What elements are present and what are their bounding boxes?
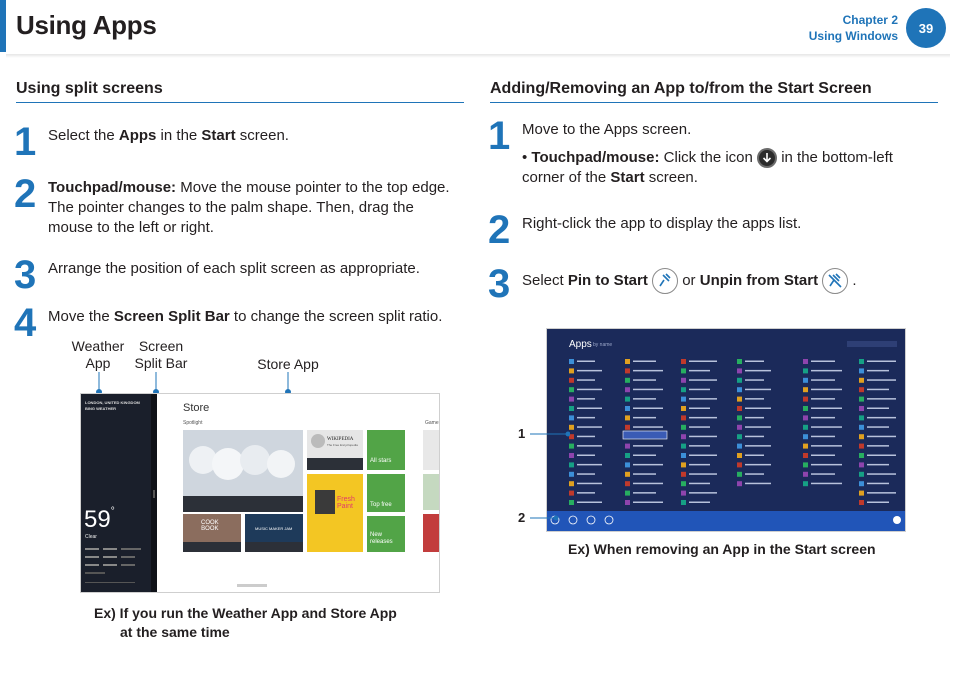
app-name xyxy=(689,426,710,428)
app-name xyxy=(811,436,835,438)
app-icon[interactable] xyxy=(803,462,808,467)
app-icon[interactable] xyxy=(625,472,630,477)
app-name xyxy=(689,379,717,381)
app-name xyxy=(745,483,771,485)
app-icon[interactable] xyxy=(803,368,808,373)
weather-forecast-lines xyxy=(85,546,149,586)
app-icon[interactable] xyxy=(803,359,808,364)
apps-download-arrow-icon[interactable] xyxy=(757,148,777,168)
app-name xyxy=(633,502,663,504)
app-name xyxy=(867,492,896,494)
app-icon[interactable] xyxy=(681,387,686,392)
app-icon[interactable] xyxy=(859,387,864,392)
step-number: 4 xyxy=(14,301,37,345)
app-name xyxy=(811,389,842,391)
caption-line: at the same time xyxy=(120,624,230,640)
app-icon[interactable] xyxy=(681,359,686,364)
app-icon[interactable] xyxy=(859,378,864,383)
weather-city: LONDON, UNITED KINGDOM xyxy=(85,400,140,405)
step-number: 2 xyxy=(14,172,37,216)
app-name xyxy=(633,408,663,410)
wiki-title: WIKIPEDIA xyxy=(327,437,354,442)
left-figure-caption xyxy=(94,604,397,642)
app-name xyxy=(745,361,764,363)
apps-bottom-bar xyxy=(547,511,906,532)
app-icon[interactable] xyxy=(859,500,864,505)
step-text: Select the Apps in the Start screen. xyxy=(48,127,289,144)
fresh-paint-tile[interactable] xyxy=(307,474,363,552)
app-icon[interactable] xyxy=(859,368,864,373)
app-name xyxy=(577,408,602,410)
app-icon[interactable] xyxy=(625,462,630,467)
app-name xyxy=(745,398,764,400)
all-stars-tile[interactable] xyxy=(367,430,405,470)
app-name xyxy=(745,426,771,428)
pin-icon[interactable] xyxy=(652,268,678,294)
apps-bar-buttons xyxy=(547,511,906,532)
app-icon[interactable] xyxy=(625,368,630,373)
app-name xyxy=(577,426,602,428)
app-icon[interactable] xyxy=(859,444,864,449)
right-figure-caption: Ex) When removing an App in the Start screen xyxy=(568,541,876,557)
step-number: 1 xyxy=(488,114,511,158)
app-name xyxy=(633,473,656,475)
app-icon[interactable] xyxy=(859,397,864,402)
app-icon[interactable] xyxy=(681,444,686,449)
app-icon[interactable] xyxy=(681,434,686,439)
app-name xyxy=(745,417,764,419)
step-number: 2 xyxy=(488,208,511,252)
app-icon[interactable] xyxy=(681,425,686,430)
app-name xyxy=(745,389,771,391)
page-number-badge: 39 xyxy=(906,8,946,48)
app-icon[interactable] xyxy=(569,415,574,420)
app-name xyxy=(745,436,764,438)
app-name xyxy=(811,445,842,447)
app-icon[interactable] xyxy=(737,368,742,373)
left-section-heading: Using split screens xyxy=(16,80,163,97)
app-icon[interactable] xyxy=(803,434,808,439)
app-icon[interactable] xyxy=(625,444,630,449)
app-name xyxy=(689,464,710,466)
apps-search-box[interactable] xyxy=(847,341,897,347)
app-icon[interactable] xyxy=(681,472,686,477)
app-icon[interactable] xyxy=(737,359,742,364)
app-name xyxy=(689,502,710,504)
app-icon[interactable] xyxy=(737,462,742,467)
right-section-rule xyxy=(490,102,938,103)
music-maker-tile[interactable] xyxy=(245,514,303,552)
app-icon[interactable] xyxy=(681,500,686,505)
weather-temp: 59 xyxy=(84,506,111,533)
store-app-pane xyxy=(157,394,440,593)
app-name xyxy=(577,417,595,419)
app-icon[interactable] xyxy=(681,453,686,458)
app-icon[interactable] xyxy=(625,397,630,402)
step-text: Touchpad/mouse: Move the mouse pointer to the top edge. The pointer changes to the palm shape. Then, drag the mouse to the left or right. xyxy=(48,179,450,236)
apps-list-grid[interactable] xyxy=(547,353,906,511)
app-name xyxy=(689,455,717,457)
app-icon[interactable] xyxy=(803,397,808,402)
app-icon[interactable] xyxy=(681,406,686,411)
app-icon[interactable] xyxy=(625,481,630,486)
app-icon[interactable] xyxy=(737,481,742,486)
app-icon[interactable] xyxy=(737,472,742,477)
app-name xyxy=(867,389,889,391)
app-icon[interactable] xyxy=(681,378,686,383)
app-icon[interactable] xyxy=(803,415,808,420)
top-free-tile[interactable] xyxy=(367,474,405,512)
label-store-app: Store App xyxy=(257,356,319,372)
app-name xyxy=(577,379,595,381)
app-name xyxy=(689,361,717,363)
callout-1: 1 xyxy=(518,426,526,441)
app-icon[interactable] xyxy=(803,481,808,486)
app-name xyxy=(867,379,896,381)
app-icon[interactable] xyxy=(625,415,630,420)
app-name xyxy=(633,426,663,428)
step-text: Arrange the position of each split screen as appropriate. xyxy=(48,260,420,277)
app-icon[interactable] xyxy=(737,434,742,439)
apps-sort-label: by name xyxy=(593,342,613,348)
weather-condition: Clear xyxy=(85,534,97,540)
app-icon[interactable] xyxy=(625,453,630,458)
step-bullet: • Touchpad/mouse: Click the icon in the bottom-left corner of the Start screen. xyxy=(522,149,893,187)
weather-degree: ° xyxy=(110,506,115,517)
app-icon[interactable] xyxy=(737,397,742,402)
store-games: Game xyxy=(425,420,439,426)
app-name xyxy=(689,398,717,400)
app-name xyxy=(867,398,896,400)
selected-app-highlight[interactable] xyxy=(623,431,667,439)
app-name xyxy=(811,379,835,381)
app-name xyxy=(577,483,602,485)
app-name xyxy=(633,370,663,372)
app-icon[interactable] xyxy=(681,481,686,486)
split-screen-screenshot xyxy=(80,393,440,593)
games-tile[interactable] xyxy=(423,430,440,470)
chapter-title: Using Windows xyxy=(808,29,898,43)
app-icon[interactable] xyxy=(737,378,742,383)
app-name xyxy=(811,426,842,428)
app-name xyxy=(811,473,835,475)
store-spotlight: Spotlight xyxy=(183,420,203,426)
step-number: 3 xyxy=(488,262,511,306)
app-icon[interactable] xyxy=(569,406,574,411)
header-divider xyxy=(6,54,950,58)
app-icon[interactable] xyxy=(803,444,808,449)
app-icon[interactable] xyxy=(569,378,574,383)
app-name xyxy=(633,379,656,381)
app-icon[interactable] xyxy=(625,359,630,364)
games-tile[interactable] xyxy=(423,514,440,552)
app-name xyxy=(745,445,771,447)
app-name xyxy=(689,445,710,447)
weather-app-name: BING WEATHER xyxy=(85,406,117,411)
app-name xyxy=(577,445,602,447)
app-icon[interactable] xyxy=(625,425,630,430)
app-name xyxy=(745,408,771,410)
step-text: Move the Screen Split Bar to change the screen split ratio. xyxy=(48,308,443,325)
app-name xyxy=(577,473,595,475)
app-name xyxy=(867,426,889,428)
unpin-icon[interactable] xyxy=(822,268,848,294)
app-icon[interactable] xyxy=(625,491,630,496)
app-icon[interactable] xyxy=(859,462,864,467)
app-name xyxy=(689,483,710,485)
app-icon[interactable] xyxy=(803,425,808,430)
app-name xyxy=(577,361,595,363)
right-section-heading: Adding/Removing an App to/from the Start Screen xyxy=(490,80,872,97)
app-icon[interactable] xyxy=(625,387,630,392)
app-name xyxy=(867,370,889,372)
app-icon[interactable] xyxy=(803,472,808,477)
app-name xyxy=(633,455,656,457)
step-number: 3 xyxy=(14,253,37,297)
app-name xyxy=(633,492,656,494)
app-name xyxy=(867,361,896,363)
apps-screen-screenshot xyxy=(546,328,906,532)
apps-screen-title: Apps xyxy=(569,339,592,350)
step-text: Right-click the app to display the apps list. xyxy=(522,215,802,232)
step-text: Move to the Apps screen. xyxy=(522,121,692,138)
app-name xyxy=(689,436,717,438)
app-name xyxy=(633,389,663,391)
app-name xyxy=(867,408,889,410)
app-icon[interactable] xyxy=(859,425,864,430)
app-name xyxy=(689,370,710,372)
app-name xyxy=(633,417,656,419)
cookbook-label: COOK BOOK xyxy=(201,520,219,532)
app-icon[interactable] xyxy=(859,491,864,496)
app-icon[interactable] xyxy=(625,406,630,411)
wiki-sub: The Free Encyclopedia xyxy=(327,443,358,447)
app-name xyxy=(577,502,602,504)
app-icon[interactable] xyxy=(737,453,742,458)
app-name xyxy=(577,492,595,494)
app-icon[interactable] xyxy=(859,453,864,458)
app-name xyxy=(745,455,764,457)
page-title: Using Apps xyxy=(16,10,157,40)
app-icon[interactable] xyxy=(569,397,574,402)
new-releases-label: New releases xyxy=(370,532,393,545)
cookbook-tile[interactable] xyxy=(183,514,241,552)
app-name xyxy=(867,445,889,447)
title-accent-bar xyxy=(0,0,6,52)
app-name xyxy=(689,408,710,410)
app-icon[interactable] xyxy=(569,387,574,392)
app-name xyxy=(633,464,663,466)
app-name xyxy=(867,464,889,466)
app-name xyxy=(689,389,710,391)
chapter-label xyxy=(809,12,898,44)
app-icon[interactable] xyxy=(859,472,864,477)
app-name xyxy=(689,492,717,494)
app-icon[interactable] xyxy=(681,462,686,467)
app-icon[interactable] xyxy=(803,387,808,392)
app-icon[interactable] xyxy=(737,387,742,392)
app-icon[interactable] xyxy=(737,415,742,420)
app-name xyxy=(867,473,896,475)
app-name xyxy=(577,464,602,466)
callout-2: 2 xyxy=(518,510,526,525)
app-name xyxy=(811,370,842,372)
app-name xyxy=(633,361,656,363)
app-name xyxy=(811,361,835,363)
app-icon[interactable] xyxy=(803,453,808,458)
wikipedia-tile[interactable] xyxy=(307,430,363,470)
games-tile[interactable] xyxy=(423,474,440,510)
app-name xyxy=(811,408,842,410)
app-name xyxy=(811,464,842,466)
step-number: 1 xyxy=(14,120,37,164)
app-icon[interactable] xyxy=(803,406,808,411)
callout-leaders xyxy=(530,426,570,526)
app-icon[interactable] xyxy=(625,500,630,505)
app-name xyxy=(745,379,764,381)
app-name xyxy=(577,398,595,400)
trophy-image-icon xyxy=(183,430,303,512)
app-name xyxy=(577,455,595,457)
weather-app-pane xyxy=(81,394,151,593)
app-icon[interactable] xyxy=(803,378,808,383)
app-icon[interactable] xyxy=(737,425,742,430)
app-name xyxy=(745,370,771,372)
app-name xyxy=(811,417,835,419)
app-icon[interactable] xyxy=(737,444,742,449)
caption-line: Ex) If you run the Weather App and Store App xyxy=(94,605,397,621)
top-free-label: Top free xyxy=(370,502,392,508)
app-icon[interactable] xyxy=(859,481,864,486)
app-name xyxy=(745,473,764,475)
store-title: Store xyxy=(183,402,210,414)
app-name xyxy=(577,389,602,391)
app-name xyxy=(577,436,595,438)
app-name xyxy=(689,417,717,419)
app-icon[interactable] xyxy=(681,368,686,373)
app-name xyxy=(577,370,602,372)
app-icon[interactable] xyxy=(681,491,686,496)
app-name xyxy=(633,445,663,447)
music-maker-label: MUSIC MAKER JAM xyxy=(255,526,293,531)
chapter-number: Chapter 2 xyxy=(842,13,898,27)
store-spotlight-tile[interactable] xyxy=(183,430,303,512)
app-name xyxy=(867,502,889,504)
store-scrollbar[interactable] xyxy=(237,584,267,587)
app-name xyxy=(867,455,896,457)
app-icon[interactable] xyxy=(681,397,686,402)
app-icon[interactable] xyxy=(859,359,864,364)
app-icon[interactable] xyxy=(737,406,742,411)
app-icon[interactable] xyxy=(859,415,864,420)
label-split-bar: Screen Split Bar xyxy=(134,338,188,371)
app-name xyxy=(867,417,896,419)
app-name xyxy=(811,483,842,485)
app-icon[interactable] xyxy=(859,434,864,439)
app-name xyxy=(811,398,835,400)
app-icon[interactable] xyxy=(625,378,630,383)
label-weather-app: Weather App xyxy=(71,338,125,371)
app-icon[interactable] xyxy=(681,415,686,420)
app-icon[interactable] xyxy=(569,368,574,373)
app-name xyxy=(867,436,896,438)
app-name xyxy=(745,464,771,466)
app-name xyxy=(633,483,663,485)
step-text: Select Pin to Start or Unpin from Start . xyxy=(522,268,942,294)
all-stars-label: All stars xyxy=(370,458,392,464)
app-name xyxy=(633,398,656,400)
app-icon[interactable] xyxy=(859,406,864,411)
app-name xyxy=(867,483,889,485)
fresh-paint-label: Fresh Paint xyxy=(337,496,355,510)
new-releases-tile[interactable] xyxy=(367,516,405,552)
app-name xyxy=(689,473,717,475)
app-name xyxy=(811,455,835,457)
app-icon[interactable] xyxy=(569,359,574,364)
left-section-rule xyxy=(16,102,464,103)
